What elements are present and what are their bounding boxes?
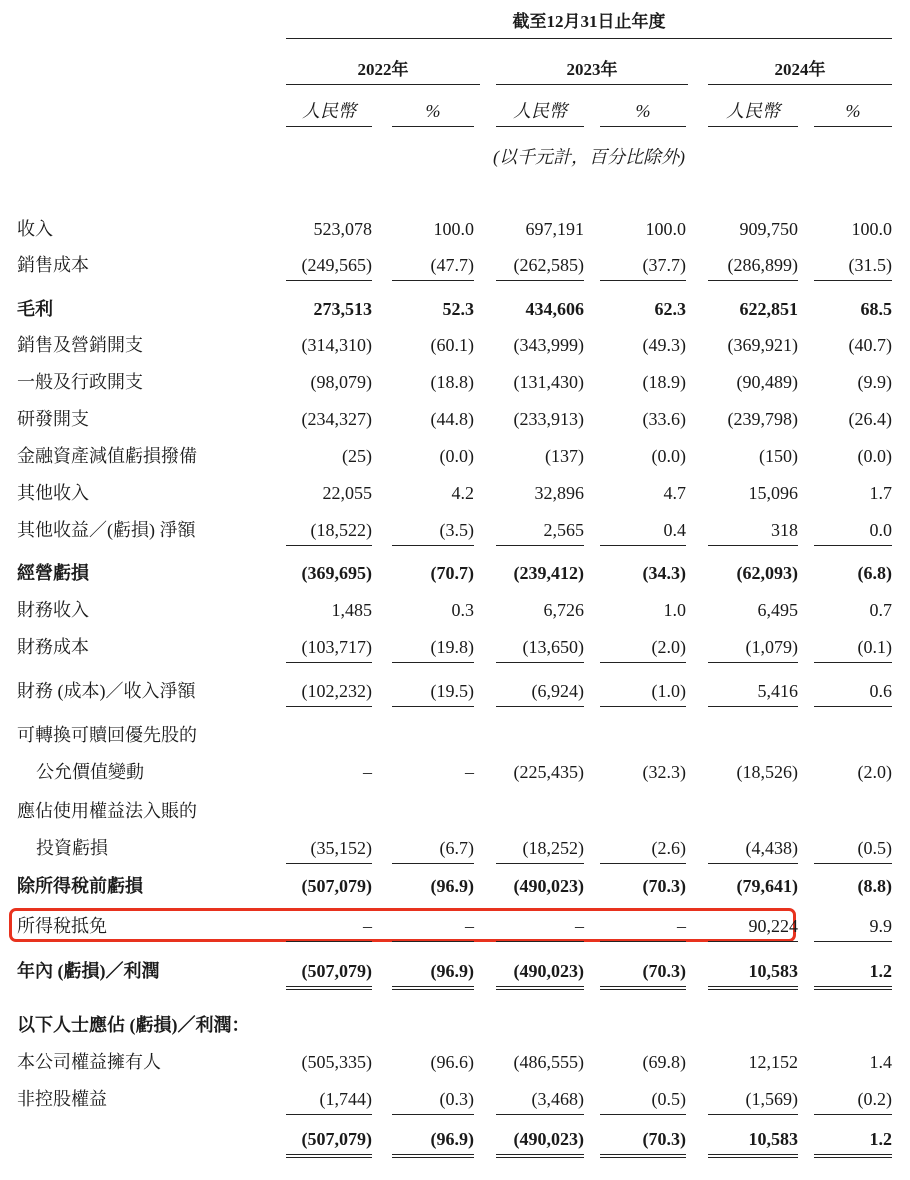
table-row: [0, 632, 910, 662]
table-row: [0, 404, 910, 434]
percent-cell: 1.2: [814, 1124, 892, 1158]
percent-cell: 0.4: [600, 515, 686, 546]
percent-cell: (0.1): [814, 632, 892, 663]
percent-cell: (37.7): [600, 250, 686, 281]
percent-cell: 0.7: [869, 600, 892, 620]
percent-cell: 4.2: [451, 483, 474, 503]
amount-cell: (239,412): [513, 563, 584, 583]
percent-cell: (0.5): [814, 833, 892, 864]
percent-cell: (44.8): [430, 409, 474, 429]
row-label: 除所得稅前虧損: [17, 876, 143, 896]
table-row: [0, 214, 910, 244]
amount-cell: (13,650): [496, 632, 584, 663]
percent-cell: 9.9: [814, 911, 892, 942]
amount-cell: (90,489): [736, 372, 798, 392]
percent-cell: 1.4: [869, 1052, 892, 1072]
amount-cell: (286,899): [708, 250, 798, 281]
row-label: 可轉換可贖回優先股的: [17, 725, 197, 745]
table-row: [0, 911, 910, 941]
table-row: [0, 558, 910, 588]
row-label: 財務 (成本)／收入淨額: [17, 681, 196, 701]
percent-cell: (70.3): [600, 1124, 686, 1158]
percent-cell: (96.9): [392, 956, 474, 990]
row-label: 經營虧損: [17, 563, 89, 583]
percent-cell: (19.5): [392, 676, 474, 707]
percent-cell: 1.2: [814, 956, 892, 990]
amount-cell: (505,335): [301, 1052, 372, 1072]
table-row: [0, 367, 910, 397]
amount-cell: 434,606: [525, 299, 584, 319]
amount-cell: (150): [759, 446, 798, 466]
amount-cell: (249,565): [286, 250, 372, 281]
percent-cell: (0.3): [392, 1084, 474, 1115]
percent-cell: (9.9): [857, 372, 892, 392]
amount-cell: (314,310): [301, 335, 372, 355]
amount-cell: (490,023): [496, 956, 584, 990]
amount-cell: (490,023): [496, 1124, 584, 1158]
amount-cell: 909,750: [739, 219, 798, 239]
percent-cell: (2.0): [857, 762, 892, 782]
amount-cell: (18,526): [736, 762, 798, 782]
percent-cell: (18.8): [430, 372, 474, 392]
percent-cell: (96.6): [430, 1052, 474, 1072]
percent-cell: 68.5: [860, 299, 892, 319]
amount-cell: (490,023): [513, 876, 584, 896]
row-label: 本公司權益擁有人: [17, 1052, 161, 1072]
row-label: 其他收益／(虧損) 淨額: [17, 520, 196, 540]
percent-cell: 1.0: [663, 600, 686, 620]
row-label: 一般及行政開支: [17, 372, 143, 392]
period-header: 截至12月31日止年度: [286, 8, 892, 39]
table-row: [0, 796, 910, 826]
percent-cell: (33.6): [642, 409, 686, 429]
percent-cell: (49.3): [642, 335, 686, 355]
percent-cell: (0.2): [814, 1084, 892, 1115]
percent-cell: 0.0: [814, 515, 892, 546]
amount-cell: (18,252): [496, 833, 584, 864]
row-label: 公允價值變動: [36, 762, 144, 782]
percent-cell: 100.0: [645, 219, 686, 239]
percent-cell: (6.7): [392, 833, 474, 864]
percent-cell: (69.8): [642, 1052, 686, 1072]
row-label: 應佔使用權益法入賬的: [17, 801, 197, 821]
amount-cell: (486,555): [513, 1052, 584, 1072]
row-label: 毛利: [17, 299, 53, 319]
table-row: [0, 330, 910, 360]
amount-cell: (507,079): [286, 1124, 372, 1158]
pct-2024-subheader: %: [814, 96, 892, 127]
row-label: 投資虧損: [36, 838, 108, 858]
percent-cell: (34.3): [642, 563, 686, 583]
row-label: 年內 (虧損)／利潤: [17, 961, 160, 981]
amount-cell: (225,435): [513, 762, 584, 782]
row-label: 其他收入: [17, 483, 89, 503]
table-row: [0, 478, 910, 508]
amount-cell: 6,495: [757, 600, 798, 620]
percent-cell: 0.3: [451, 600, 474, 620]
amount-cell: 10,583: [708, 1124, 798, 1158]
amount-cell: (103,717): [286, 632, 372, 663]
amount-cell: (18,522): [286, 515, 372, 546]
row-label: 所得稅抵免: [17, 916, 107, 936]
amount-cell: (98,079): [310, 372, 372, 392]
row-label: 財務成本: [17, 637, 89, 657]
amount-cell: –: [363, 762, 372, 782]
amount-cell: (25): [342, 446, 372, 466]
table-row: [0, 1084, 910, 1114]
amount-cell: 2,565: [496, 515, 584, 546]
percent-cell: (96.9): [392, 1124, 474, 1158]
amount-cell: (102,232): [286, 676, 372, 707]
year-2024-header: 2024年: [708, 56, 892, 85]
amount-cell: 523,078: [313, 219, 372, 239]
amount-cell: (131,430): [513, 372, 584, 392]
percent-cell: –: [465, 762, 474, 782]
amount-cell: (369,921): [727, 335, 798, 355]
percent-cell: 100.0: [851, 219, 892, 239]
amount-cell: (343,999): [513, 335, 584, 355]
table-row: [0, 757, 910, 787]
amount-cell: 697,191: [525, 219, 584, 239]
row-label: 金融資產減值虧損撥備: [17, 446, 197, 466]
amount-cell: (3,468): [496, 1084, 584, 1115]
amount-cell: 90,224: [708, 911, 798, 942]
amount-cell: (507,079): [286, 956, 372, 990]
row-label: 非控股權益: [17, 1089, 107, 1109]
amount-cell: (234,327): [301, 409, 372, 429]
percent-cell: (1.0): [600, 676, 686, 707]
row-label: 收入: [17, 219, 53, 239]
amount-cell: 6,726: [543, 600, 584, 620]
percent-cell: (26.4): [848, 409, 892, 429]
amount-cell: (79,641): [736, 876, 798, 896]
percent-cell: 52.3: [442, 299, 474, 319]
percent-cell: (0.0): [857, 446, 892, 466]
percent-cell: –: [392, 911, 474, 942]
table-row: [0, 1010, 910, 1040]
row-label: 研發開支: [17, 409, 89, 429]
amount-cell: (35,152): [286, 833, 372, 864]
amount-cell: (1,744): [286, 1084, 372, 1115]
table-row: [0, 250, 910, 280]
table-row: [0, 595, 910, 625]
amount-cell: (6,924): [496, 676, 584, 707]
rmb-2022-subheader: 人民幣: [286, 96, 372, 127]
amount-cell: (262,585): [496, 250, 584, 281]
pct-2023-subheader: %: [600, 96, 686, 127]
percent-cell: –: [600, 911, 686, 942]
pct-2022-subheader: %: [392, 96, 474, 127]
amount-cell: (4,438): [708, 833, 798, 864]
table-row: [0, 441, 910, 471]
table-row: [0, 720, 910, 750]
percent-cell: (70.3): [600, 956, 686, 990]
amount-cell: (239,798): [727, 409, 798, 429]
table-row: [0, 833, 910, 863]
percent-cell: (47.7): [392, 250, 474, 281]
percent-cell: (96.9): [430, 876, 474, 896]
amount-cell: 10,583: [708, 956, 798, 990]
percent-cell: 100.0: [433, 219, 474, 239]
percent-cell: (19.8): [392, 632, 474, 663]
unit-note: (以千元計，百分比除外): [493, 147, 685, 167]
table-row: [0, 871, 910, 901]
amount-cell: 273,513: [313, 299, 372, 319]
amount-cell: (137): [545, 446, 584, 466]
percent-cell: (18.9): [642, 372, 686, 392]
percent-cell: 0.6: [814, 676, 892, 707]
year-2022-header: 2022年: [286, 56, 480, 85]
table-row: [0, 294, 910, 324]
percent-cell: (70.3): [642, 876, 686, 896]
amount-cell: 622,851: [739, 299, 798, 319]
year-2023-header: 2023年: [496, 56, 688, 85]
table-row: [0, 515, 910, 545]
amount-cell: (1,569): [708, 1084, 798, 1115]
percent-cell: (0.0): [439, 446, 474, 466]
percent-cell: 62.3: [654, 299, 686, 319]
row-label: 財務收入: [17, 600, 89, 620]
table-row: [0, 1047, 910, 1077]
rmb-2023-subheader: 人民幣: [496, 96, 584, 127]
percent-cell: (31.5): [814, 250, 892, 281]
percent-cell: (70.7): [430, 563, 474, 583]
percent-cell: (2.0): [600, 632, 686, 663]
table-row: [0, 1124, 910, 1154]
percent-cell: (0.0): [651, 446, 686, 466]
table-row: [0, 676, 910, 706]
percent-cell: (6.8): [857, 563, 892, 583]
amount-cell: 5,416: [708, 676, 798, 707]
amount-cell: 318: [708, 515, 798, 546]
amount-cell: (507,079): [301, 876, 372, 896]
amount-cell: –: [286, 911, 372, 942]
table-row: [0, 956, 910, 986]
row-label: 以下人士應佔 (虧損)／利潤：: [17, 1015, 250, 1035]
amount-cell: 22,055: [322, 483, 372, 503]
amount-cell: (369,695): [301, 563, 372, 583]
amount-cell: 1,485: [331, 600, 372, 620]
amount-cell: (62,093): [736, 563, 798, 583]
amount-cell: –: [496, 911, 584, 942]
amount-cell: 32,896: [534, 483, 584, 503]
percent-cell: (3.5): [392, 515, 474, 546]
percent-cell: (8.8): [857, 876, 892, 896]
percent-cell: (2.6): [600, 833, 686, 864]
amount-cell: (233,913): [513, 409, 584, 429]
percent-cell: 4.7: [663, 483, 686, 503]
amount-cell: 15,096: [748, 483, 798, 503]
row-label: 銷售及營銷開支: [17, 335, 143, 355]
percent-cell: (32.3): [642, 762, 686, 782]
rmb-2024-subheader: 人民幣: [708, 96, 798, 127]
percent-cell: 1.7: [869, 483, 892, 503]
percent-cell: (40.7): [848, 335, 892, 355]
row-label: 銷售成本: [17, 255, 89, 275]
amount-cell: (1,079): [708, 632, 798, 663]
percent-cell: (0.5): [600, 1084, 686, 1115]
percent-cell: (60.1): [430, 335, 474, 355]
amount-cell: 12,152: [748, 1052, 798, 1072]
